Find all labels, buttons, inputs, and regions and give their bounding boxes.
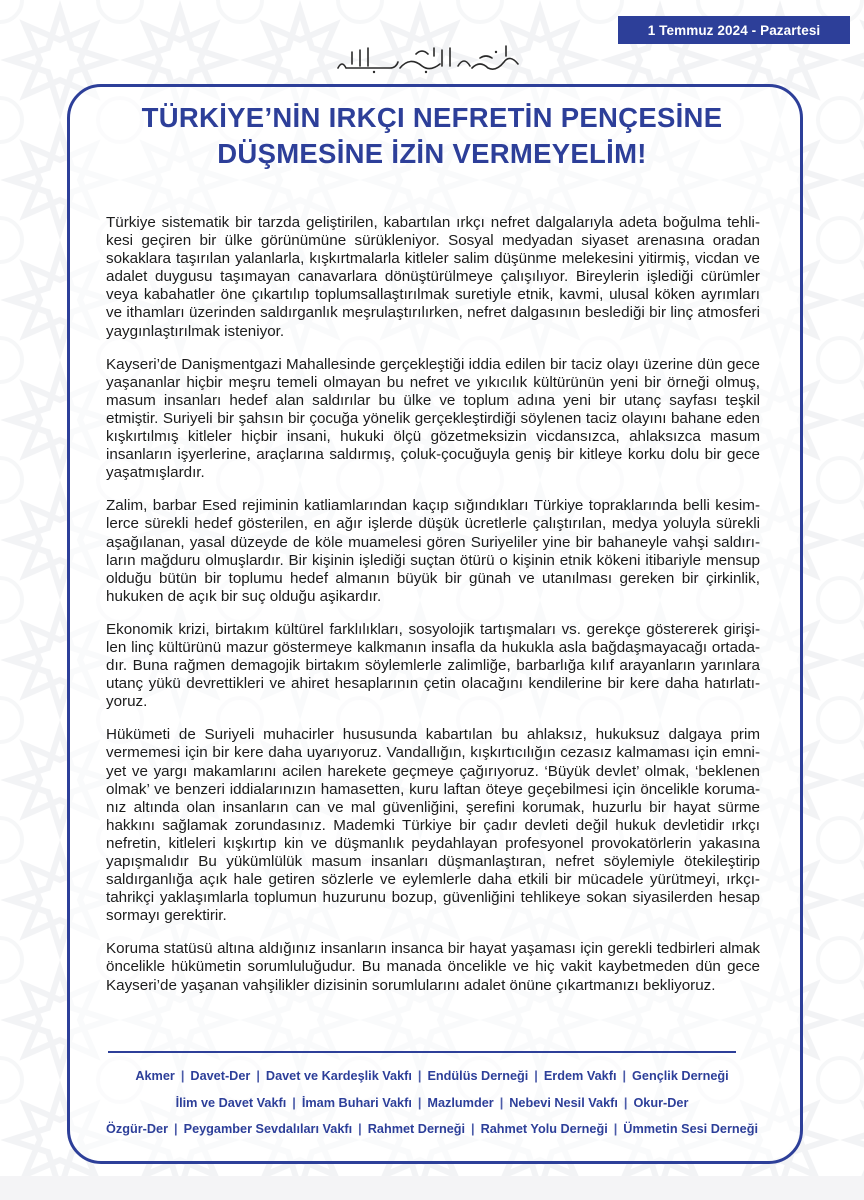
signatory-organization: Mazlumder	[427, 1096, 494, 1110]
signatories-divider	[108, 1051, 736, 1053]
headline-line-1: TÜRKİYE’NİN IRKÇI NEFRETİN PENÇESİNE	[141, 102, 723, 133]
separator: |	[292, 1096, 296, 1110]
signatory-organization: Ümmetin Sesi Derneği	[623, 1122, 758, 1136]
signatory-organization: Rahmet Yolu Derneği	[480, 1122, 608, 1136]
separator: |	[499, 1096, 504, 1110]
signatory-organization: Gençlik Derneği	[632, 1069, 729, 1083]
separator: |	[174, 1122, 178, 1136]
paragraph: Koruma statüsü altına aldığınız insanların insanca bir hayat yaşaması için gerekli tedbirleri almak öncelikle hükümetin sorumluluğudur. Bu manada öncelikle ve hiç vakit kaybetmeden dün gece Kayseri’de yaşanan vahşilikler dizisinin sorumlularını adalet önüne çıkartmanızı bekliyoruz.	[106, 940, 760, 994]
paragraph: Zalim, barbar Esed rejiminin katliamlarından kaçıp sığındıkları Türkiye topraklarında belli kesimlerce sürekli hedef gösterilen, en ağır işlerde düşük ücretlerle çalıştırılan, medya yoluyla sürekli aşağılanan, yasal düzeyde de köle muamelesi gören Suriyeliler yine bir bahaneyle vahşi saldırıların mağduru olmuşlardır. Bir kişinin işlediği suçtan ötürü o kişinin etnik kökeni itibariyle mensup olduğu bütün bir toplumu hedef almanın büyük bir günah ve utanılması gereken bir çirkinlik, hukuken de açık bir suç olduğu aşikardır.	[106, 497, 760, 605]
signatory-organization: Erdem Vakfı	[543, 1069, 617, 1083]
signatory-organization: İlim ve Davet Vakfı	[175, 1096, 287, 1110]
headline-line-2: DÜŞMESİNE İZİN VERMEYELİM!	[217, 138, 647, 169]
signatory-organization: Endülüs Derneği	[427, 1069, 529, 1083]
separator: |	[358, 1122, 362, 1136]
separator: |	[534, 1069, 538, 1083]
signatories-row-3	[80, 1121, 784, 1137]
separator: |	[622, 1069, 627, 1083]
paragraph: Hükümeti de Suriyeli muhacirler hususunda kabartılan bu ahlaksız, hukuksuz dalgaya prim vermemesi için bir kere daha uyarıyoruz. Vandallığın, kışkırtıcılığın cezasız kalmaması için emniyet ve yargı makamlarını acilen harekete geçmeye çağırıyoruz. ‘Büyük devlet’ olmak, ‘beklenen olmak’ ve benzeri iddialarınızın hamasetten, kuru laftan öteye geçebilmesi için öncelikle korumanız altında olan insanların can ve mal güvenliğini, şerefini korumak, huzurlu bir hayat sürme hakkını sağlamak zorundasınız. Mademki Türkiye bir çadır devleti değil hukuk devletidir ırkçı nefretin, kitleleri kışkırtıp kin ve düşmanlık peydahlayan profesyonel provokatörlerin yakasına yapışmalıdır Bu yükümlülük masum insanları düşmanlaştıran, nefret söylemiyle ötekileştirip saldırganlığa açık hale getiren sözlerle ve eylemlerle daha etkili bir mücadele yürütmeyi, ırkçı-tahrikçi yaklaşımlarla toplumun huzurunu bozup, güvenliğini tehlikeye sokan siyasilerden hesap sormayı gerektirir.	[106, 726, 760, 925]
paragraph: Kayseri’de Danişmentgazi Mahallesinde gerçekleştiği iddia edilen bir taciz olayı üzerine dün gece yaşananlar hiçbir meşru temeli olmayan bu nefret ve yıkıcılık kültürünün yeni bir örneği olmuş, masum insanları hedef alan saldırılar bu ülke ve toplum adına yeni bir utanç sayfası teşkil etmiştir. Suriyeli bir şahsın bir çocuğa yönelik gerçekleştirdiği söylenen taciz olayını bahane eden kışkırtılmış kitleler hiçbir insani, hukuki ölçü gözetmeksizin vicdansızca, ahlaksızca masum insanların işyerlerine, araçlarına saldırmış, çoluk-çocuğuyla geniş bir kitleye korku dolu bir gece yaşatmışlardır.	[106, 355, 760, 482]
signatory-organization: İmam Buhari Vakfı	[301, 1096, 412, 1110]
signatories-row-1	[80, 1068, 784, 1084]
separator: |	[180, 1069, 185, 1083]
bottom-margin-strip	[0, 1176, 864, 1200]
paragraph: Ekonomik krizi, birtakım kültürel farklılıkları, sosyolojik tartışmaları vs. gerekçe göstererek girişilen linç kültürünü mazur göstermeye kalkmanın insafla da hukukla asla bağdaşmayacağı ortadadır. Buna rağmen demagojik birtakım söylemlerle zalimliğe, barbarlığa kılıf arayanların yarınlara utanç yükü devrettikleri ve ahiret hesaplarının çetin olacağını kendilerine bir kere daha hatırlatıyoruz.	[106, 620, 760, 711]
signatory-organization: Akmer	[135, 1069, 175, 1083]
date-banner: 1 Temmuz 2024 - Pazartesi	[618, 16, 850, 44]
paragraph: Türkiye sistematik bir tarzda geliştirilen, kabartılan ırkçı nefret dalgalarıyla adeta boğulma tehlikesi geçiren bir ülke görünümüne sürükleniyor. Sosyal medyadan siyaset arenasına oradan sokaklara taşırılan yalanlarla, kışkırtmalarla kitleler salim düşünme melekesini yitirmiş, vicdan ve adalet duygusu taşımayan canavarlara dönüştürülmeye çalışılıyor. Bireylerin işlediği cürümler veya kabahatler öne çıkartılıp toplumsallaştırılmak suretiyle etnik, kavmi, ulusal köken ayrımları ve ithamları üzerinden saldırganlık meşrulaştırılırken, nefret dalgasının beslediği bir linç atmosferi yaygınlaştırılmak isteniyor.	[106, 214, 760, 340]
signatory-organization: Davet ve Kardeşlik Vakfı	[265, 1069, 412, 1083]
separator: |	[256, 1069, 260, 1083]
headline	[80, 100, 784, 172]
signatory-organization: Rahmet Derneği	[367, 1122, 466, 1136]
basmala-calligraphy	[330, 42, 530, 76]
signatory-organization: Peygamber Sevdalıları Vakfı	[183, 1122, 353, 1136]
signatory-organization: Özgür-Der	[106, 1122, 169, 1136]
separator: |	[613, 1122, 618, 1136]
separator: |	[417, 1096, 422, 1110]
signatory-organization: Nebevi Nesil Vakfı	[509, 1096, 618, 1110]
signatories-row-2	[80, 1095, 784, 1111]
separator: |	[623, 1096, 628, 1110]
separator: |	[471, 1122, 475, 1136]
separator: |	[417, 1069, 422, 1083]
signatory-organization: Davet-Der	[190, 1069, 251, 1083]
signatory-organization: Okur-Der	[633, 1096, 689, 1110]
statement-body	[106, 214, 760, 1010]
